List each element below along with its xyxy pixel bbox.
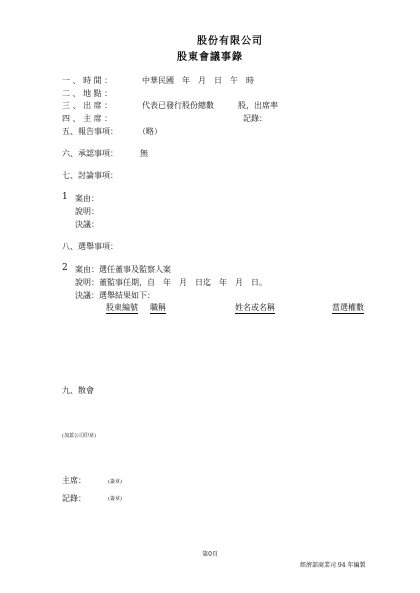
attend-label: 三 、 出 席 ：	[62, 101, 113, 110]
table-header-position: 職稱	[150, 303, 166, 312]
case2-number: 2	[62, 263, 68, 273]
election-label: 八、選舉事項：	[62, 242, 118, 251]
case1-number: 1	[62, 192, 68, 202]
discuss-label: 七、討論事項：	[62, 171, 118, 180]
table-header-shareholder-no: 股東編號	[106, 303, 138, 312]
case2-reason: 案由：選任董事及監察人案	[75, 265, 171, 274]
table-header-name: 姓名或名稱	[235, 303, 275, 312]
time-value: 中華民國 年 月 日 午 時	[142, 76, 254, 85]
place-label: 二 、 地 點 ：	[62, 89, 113, 98]
case1-resolution: 決議：	[75, 220, 99, 229]
recorder-signature-note: (簽章)	[108, 496, 122, 502]
table-header-votes: 當選權數	[332, 303, 364, 312]
report-label: 五、報告事項：	[62, 127, 118, 136]
company-seal-note: (加蓋公司印章)	[62, 433, 96, 439]
case2-resolution: 決議：選舉結果如下：	[75, 291, 155, 300]
issuer-note: 經濟部商業司 94 年編製	[300, 562, 366, 569]
case2-explain: 說明：董監事任期，自 年 月 日迄 年 月 日。	[75, 278, 267, 287]
page-number: 第0頁	[202, 551, 218, 558]
time-label: 一 、 時 間 ：	[62, 76, 113, 85]
company-name: 股份有限公司	[197, 36, 263, 47]
case1-explain: 說明：	[75, 207, 99, 216]
recorder-label: 記錄：	[243, 114, 267, 123]
document-title: 股東會議事錄	[177, 52, 243, 63]
chair-signature-note: (簽章)	[108, 479, 122, 485]
closing-chair-label: 主席：	[62, 476, 86, 485]
ack-label: 六、承認事項：	[62, 149, 118, 158]
attend-value: 代表已發行股份總數 股，出席率	[142, 101, 278, 110]
closing-recorder-label: 記錄：	[62, 494, 86, 503]
chair-label: 四 、 主 席 ：	[62, 114, 113, 123]
case1-reason: 案由：	[75, 194, 99, 203]
report-value: （略）	[138, 127, 162, 136]
adjourn-label: 九、散會	[62, 386, 94, 395]
ack-value: 無	[140, 149, 148, 158]
